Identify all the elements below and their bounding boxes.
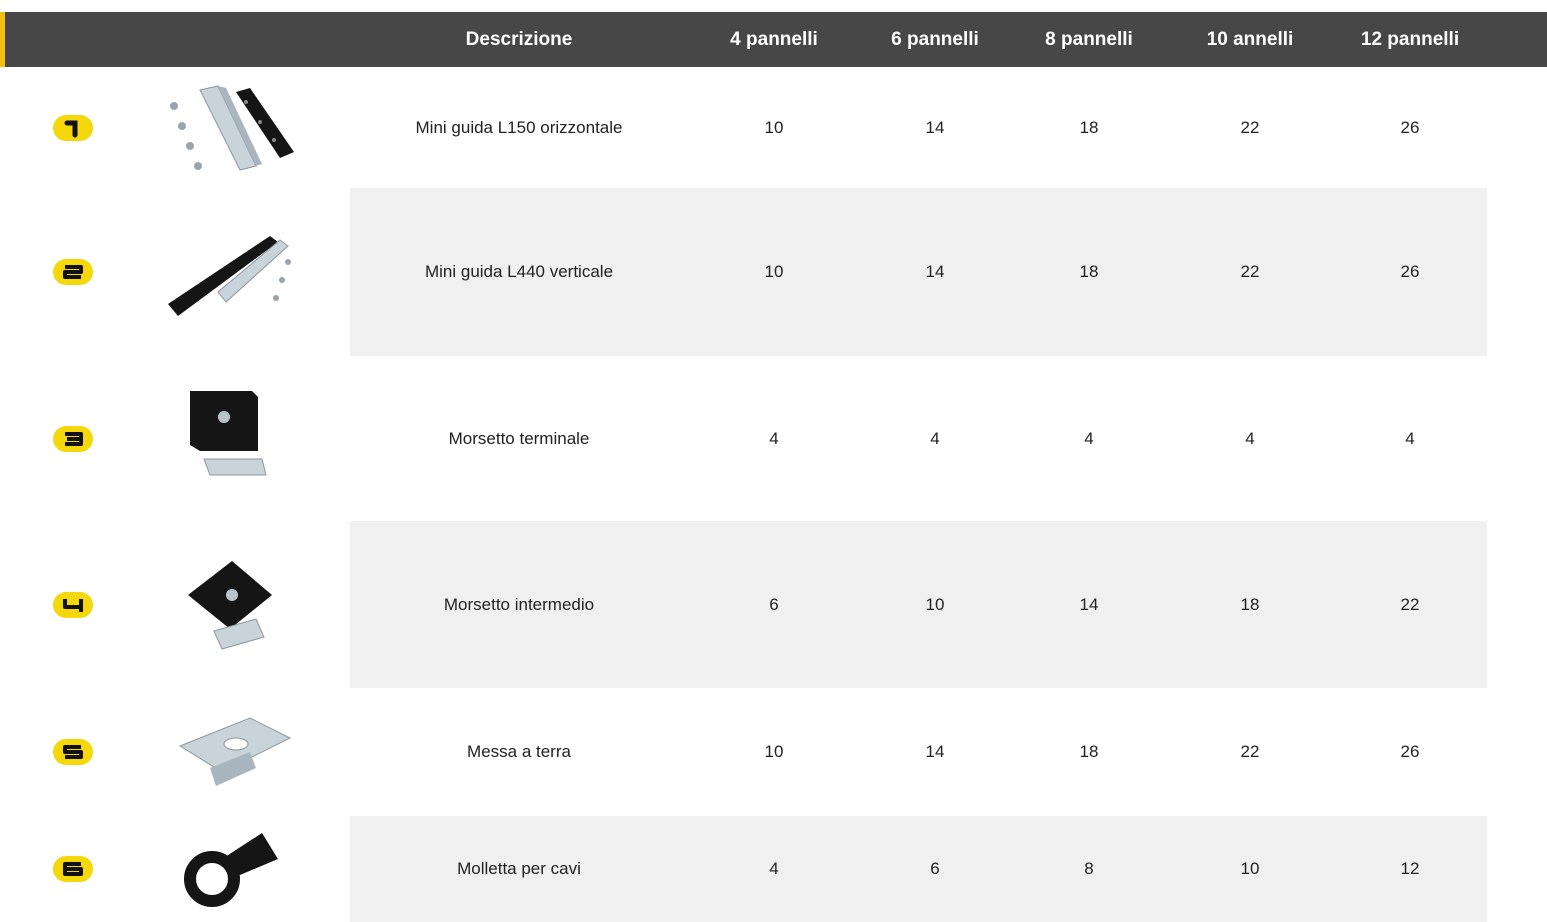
header-12-panels: 12 pannelli bbox=[1360, 29, 1460, 50]
digit-3-icon bbox=[53, 426, 93, 452]
mid-clamp-icon bbox=[160, 555, 300, 655]
qty-4-panels: 10 bbox=[764, 262, 784, 281]
digit-1-icon bbox=[53, 115, 93, 141]
row-number-badge bbox=[53, 592, 93, 618]
rail-long-vertical-icon bbox=[160, 222, 300, 322]
row-number-badge bbox=[53, 259, 93, 285]
qty-6-panels: 10 bbox=[925, 594, 945, 614]
qty-10-panels: 22 bbox=[1240, 742, 1260, 761]
header-4-panels: 4 pannelli bbox=[730, 29, 818, 50]
qty-6-panels: 14 bbox=[925, 262, 945, 281]
qty-10-panels: 10 bbox=[1240, 859, 1260, 878]
qty-8-panels: 8 bbox=[1084, 859, 1094, 878]
qty-4-panels: 4 bbox=[769, 859, 779, 878]
table-header bbox=[0, 12, 1547, 67]
row-number-badge bbox=[53, 426, 93, 452]
digit-5-icon bbox=[53, 739, 93, 765]
cable-clip-icon bbox=[160, 819, 300, 919]
header-description: Descrizione bbox=[465, 29, 573, 50]
row-description: Mini guida L440 verticale bbox=[424, 262, 614, 281]
table-row bbox=[0, 356, 1547, 521]
qty-12-panels: 26 bbox=[1400, 117, 1420, 137]
qty-8-panels: 18 bbox=[1079, 117, 1099, 137]
header-accent-bar bbox=[0, 12, 5, 67]
qty-10-panels: 18 bbox=[1240, 594, 1260, 614]
end-clamp-icon bbox=[160, 389, 300, 489]
table-row bbox=[0, 816, 1547, 922]
grounding-plate-icon bbox=[160, 702, 300, 802]
row-description: Molletta per cavi bbox=[457, 859, 581, 878]
qty-6-panels: 14 bbox=[925, 117, 945, 137]
table-row bbox=[0, 688, 1547, 816]
digit-4-icon bbox=[53, 592, 93, 618]
qty-8-panels: 18 bbox=[1079, 262, 1099, 281]
header-6-panels: 6 pannelli bbox=[891, 29, 979, 50]
table-row bbox=[0, 67, 1547, 188]
qty-12-panels: 4 bbox=[1405, 428, 1415, 448]
row-description: Morsetto intermedio bbox=[443, 594, 595, 614]
row-number-badge bbox=[53, 115, 93, 141]
qty-10-panels: 22 bbox=[1240, 117, 1260, 137]
qty-4-panels: 10 bbox=[764, 742, 784, 761]
qty-8-panels: 18 bbox=[1079, 742, 1099, 761]
qty-10-panels: 22 bbox=[1240, 262, 1260, 281]
qty-8-panels: 4 bbox=[1084, 428, 1094, 448]
digit-2-icon bbox=[53, 259, 93, 285]
header-8-panels: 8 pannelli bbox=[1045, 29, 1133, 50]
row-description: Mini guida L150 orizzontale bbox=[415, 117, 623, 137]
qty-10-panels: 4 bbox=[1245, 428, 1255, 448]
row-description: Morsetto terminale bbox=[448, 428, 590, 448]
header-10-panels: 10 annelli bbox=[1206, 29, 1294, 50]
row-description: Messa a terra bbox=[467, 742, 571, 761]
qty-12-panels: 12 bbox=[1400, 859, 1420, 878]
qty-4-panels: 6 bbox=[769, 594, 779, 614]
qty-6-panels: 6 bbox=[930, 859, 940, 878]
qty-6-panels: 14 bbox=[925, 742, 945, 761]
qty-12-panels: 26 bbox=[1400, 262, 1420, 281]
qty-4-panels: 10 bbox=[764, 117, 784, 137]
qty-8-panels: 14 bbox=[1079, 594, 1099, 614]
row-number-badge bbox=[53, 739, 93, 765]
qty-12-panels: 26 bbox=[1400, 742, 1420, 761]
qty-6-panels: 4 bbox=[930, 428, 940, 448]
qty-12-panels: 22 bbox=[1400, 594, 1420, 614]
rail-short-horizontal-icon bbox=[160, 78, 300, 178]
row-number-badge bbox=[53, 856, 93, 882]
table-row bbox=[0, 521, 1547, 688]
digit-6-icon bbox=[53, 856, 93, 882]
qty-4-panels: 4 bbox=[769, 428, 779, 448]
table-row bbox=[0, 188, 1547, 356]
